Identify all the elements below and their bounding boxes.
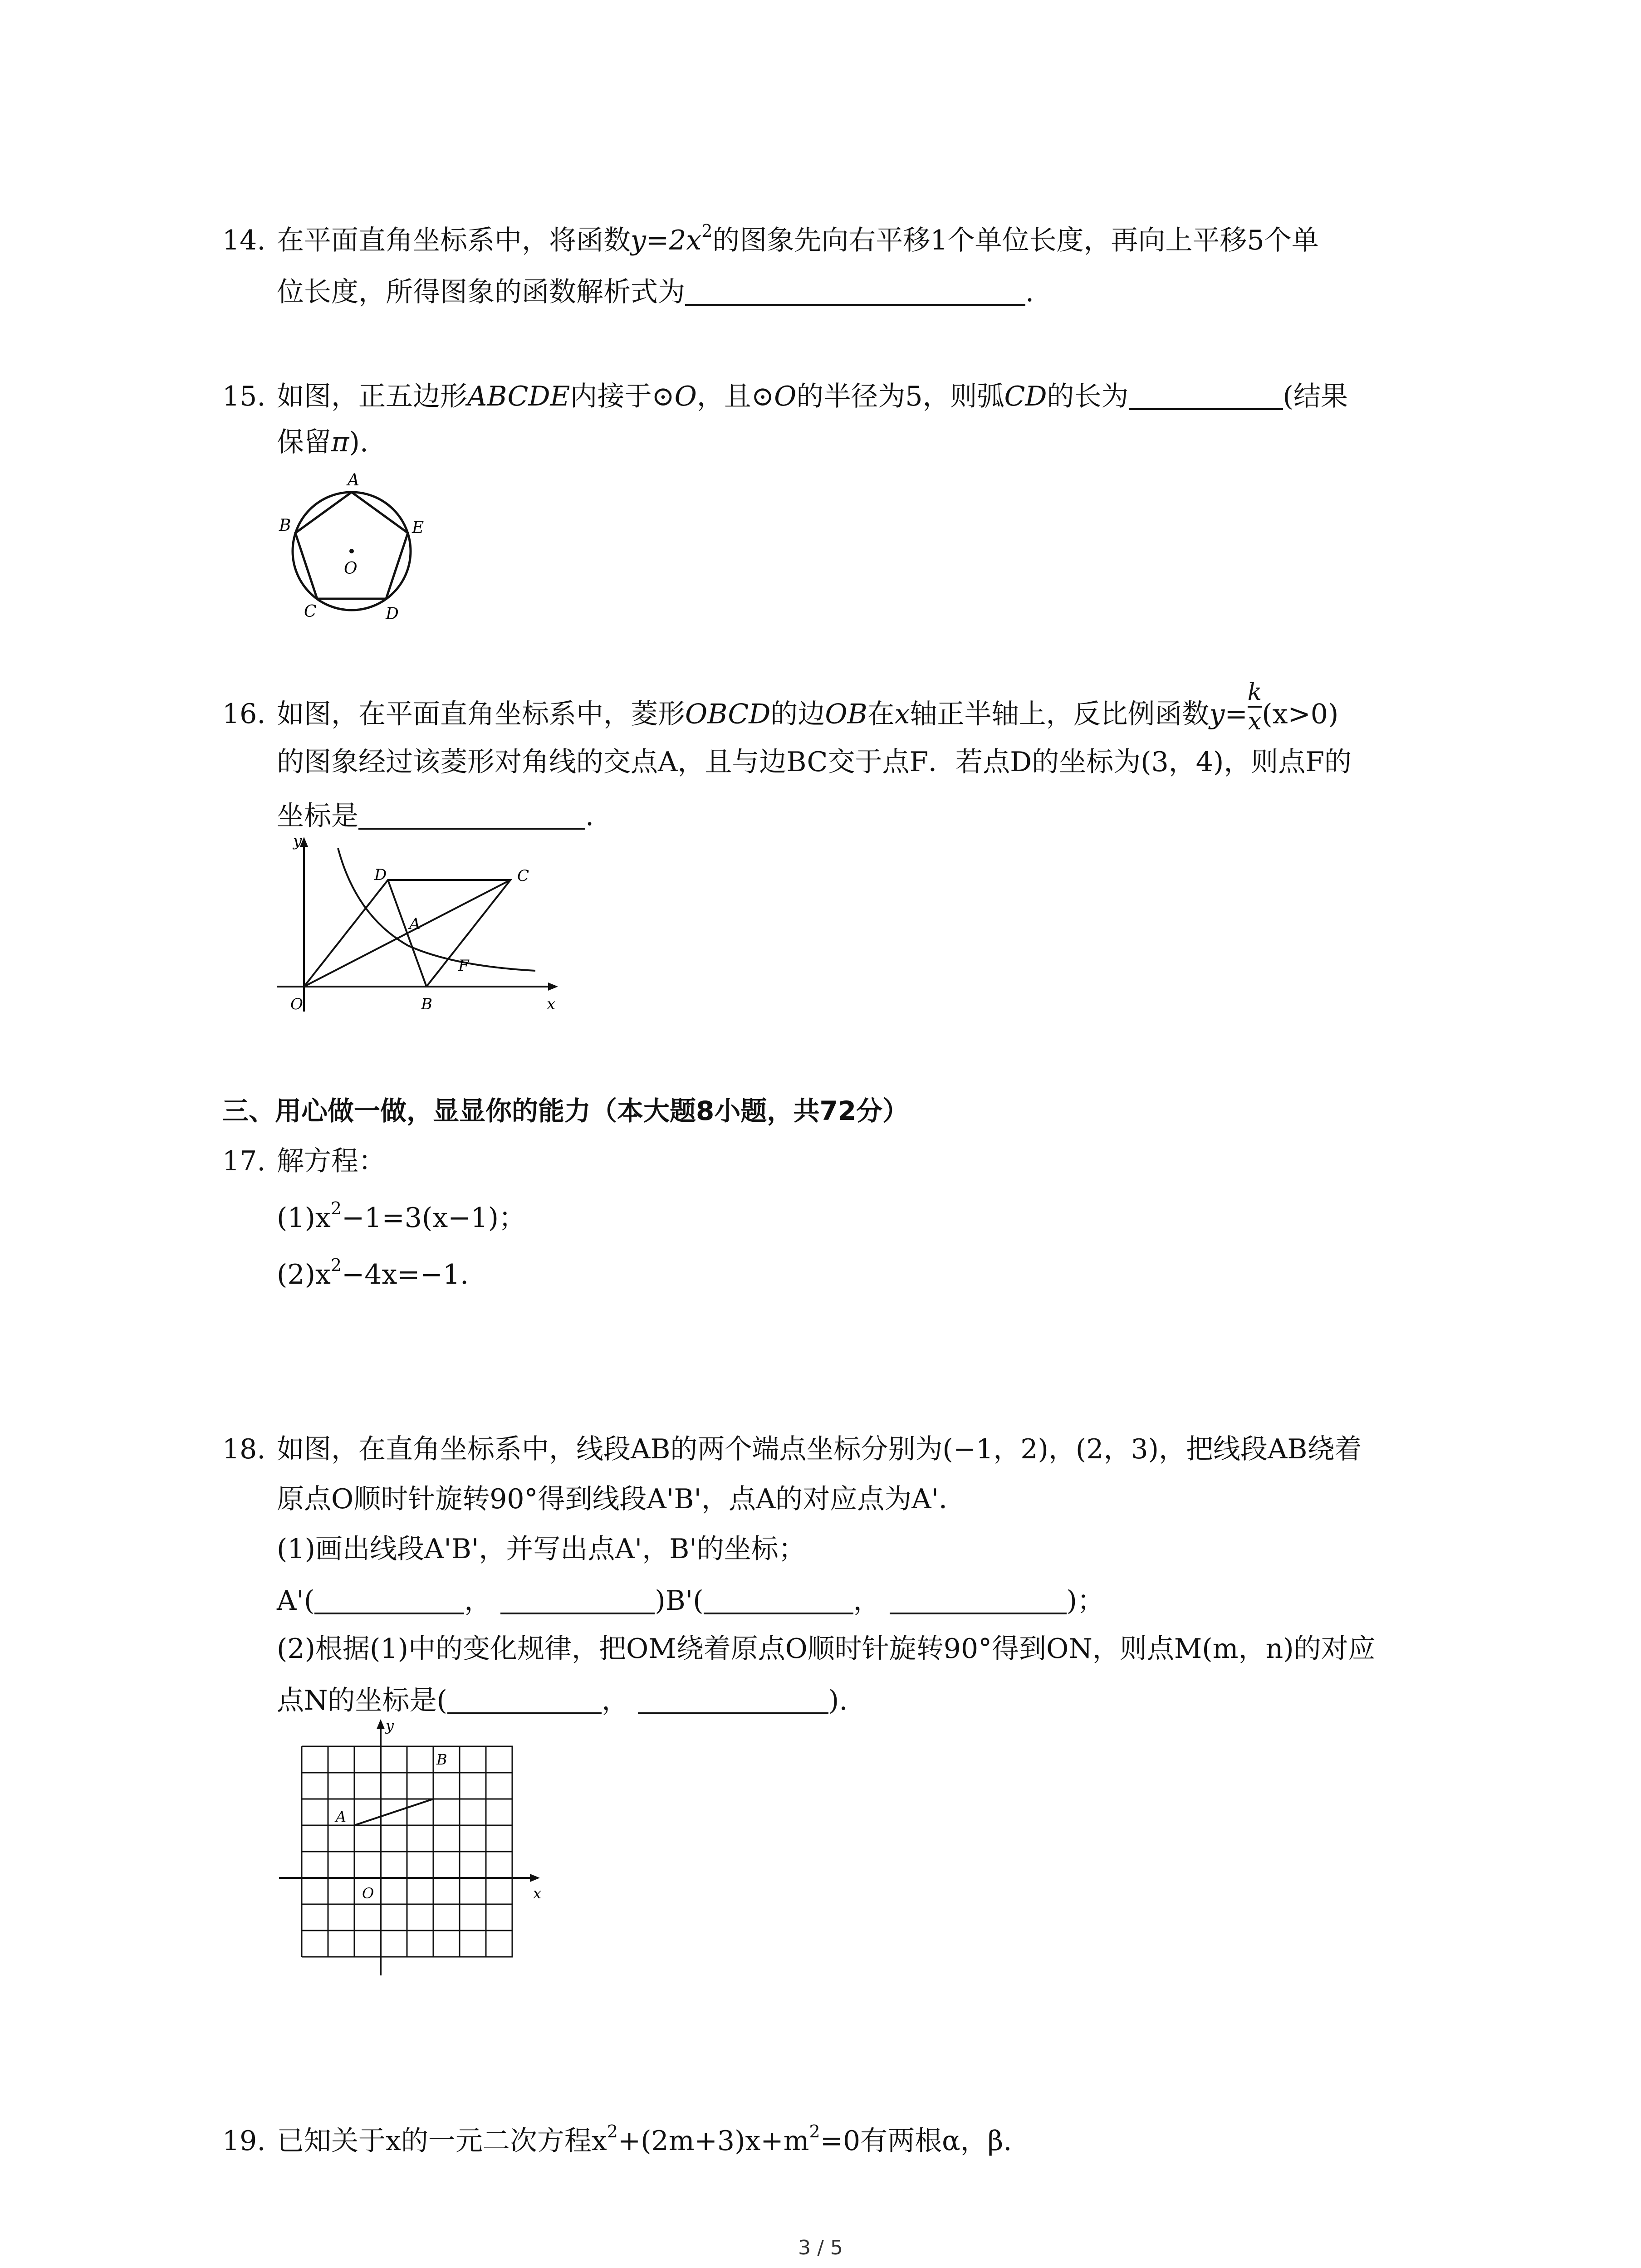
q16-text-c: 在 — [867, 698, 895, 730]
q16-diagonal-BD — [388, 880, 426, 987]
q18-line5-text: (2)根据(1)中的变化规律，把OM绕着原点O顺时针旋转90°得到ON，则点M(m，n)的对应 — [277, 1633, 1376, 1665]
q19-text-a: 已知关于x的一元二次方程x — [277, 2125, 607, 2157]
q17-part2 — [277, 1256, 469, 1288]
q16-line3-text: 坐标是 — [277, 800, 358, 832]
q17-part1 — [277, 1200, 526, 1232]
q17-text: 解方程： — [277, 1145, 386, 1177]
q15-text-a: 如图，正五边形 — [277, 381, 467, 412]
q15-text-f: (结果 — [1283, 381, 1348, 412]
q18-label-x: x — [533, 1885, 542, 1902]
q15-line1 — [222, 381, 1348, 410]
q18-comma2: ， — [853, 1585, 881, 1617]
q18-bx-blank[interactable] — [704, 1585, 853, 1614]
q18-nx-blank[interactable] — [447, 1685, 602, 1714]
q16-label-F: F — [458, 957, 469, 975]
q18-line6 — [277, 1685, 847, 1714]
q18-comma3: ， — [601, 1685, 629, 1716]
q18-number: 18. — [222, 1433, 266, 1465]
q16-side-name: OB — [825, 698, 867, 730]
q15-number: 15. — [222, 381, 266, 412]
q16-frac-x: x — [1248, 706, 1262, 736]
q19-line1 — [222, 2123, 1012, 2155]
q16-label-B: B — [421, 995, 432, 1013]
q18-line2-text: 原点O顺时针旋转90°得到线段A'B'，点A的对应点为A'． — [277, 1483, 966, 1515]
q15-text-d: 的半径为5，则弧 — [796, 381, 1004, 412]
q15-line2b: ). — [349, 426, 368, 458]
q16-label-y: y — [293, 832, 302, 850]
q16-line1 — [222, 679, 1339, 745]
q18-l6-a: 点N的坐标是( — [277, 1685, 447, 1716]
section3-title: 三、用心做一做，显显你的能力（本大题8小题，共72分） — [222, 1095, 909, 1126]
q15-label-C: C — [304, 602, 317, 621]
q17-p2a: (2)x — [277, 1259, 331, 1290]
q16-rhombus-name: OBCD — [685, 698, 771, 730]
q16-text-a: 如图，在平面直角坐标系中，菱形 — [277, 698, 685, 730]
q18-l6-b: ). — [828, 1685, 848, 1716]
q15-pentagon-figure — [277, 463, 467, 621]
q18-line3 — [277, 1535, 806, 1563]
q15-answer-blank[interactable] — [1129, 381, 1283, 410]
q18-line1 — [222, 1433, 1362, 1465]
q18-ay-blank[interactable] — [500, 1585, 655, 1614]
q18-ny-blank[interactable] — [638, 1685, 828, 1714]
q16-rhombus-figure — [272, 830, 563, 1021]
q14-line1 — [222, 222, 1319, 254]
q15-text-c: ，且⊙ — [696, 381, 774, 412]
q14-number: 14. — [222, 225, 266, 256]
q18-label-B: B — [436, 1751, 447, 1768]
q18-line4 — [277, 1585, 1105, 1617]
q14-answer-blank[interactable] — [685, 277, 1025, 306]
q18-l4-b: )B'( — [655, 1585, 704, 1617]
q18-grid — [302, 1746, 513, 1957]
q14-text-a: 在平面直角坐标系中，将函数 — [277, 225, 631, 256]
q19-sup1: 2 — [607, 2121, 618, 2141]
q17-p1-sup: 2 — [330, 1198, 342, 1218]
q16-line2 — [277, 748, 1352, 776]
q16-label-x: x — [547, 995, 556, 1013]
q17-p2b: −4x=−1. — [342, 1259, 469, 1290]
q15-label-E: E — [412, 518, 424, 537]
q15-pi: π — [331, 426, 349, 458]
q17-p1b: −1=3(x−1)； — [342, 1202, 526, 1234]
q18-l4-a: A'( — [277, 1585, 315, 1617]
q16-hyperbola — [338, 848, 535, 971]
q15-label-O: O — [344, 559, 358, 578]
q14-end: . — [1025, 276, 1034, 308]
q16-answer-blank[interactable] — [358, 801, 585, 830]
q15-label-D: D — [386, 605, 399, 621]
q16-text-d: 轴正半轴上，反比例函数 — [910, 698, 1210, 730]
q18-grid-figure — [272, 1715, 554, 1987]
q15-circle-o2: O — [774, 381, 797, 412]
q18-comma1: ， — [464, 1585, 492, 1617]
q18-l4-c: )； — [1066, 1585, 1105, 1617]
q18-label-A: A — [336, 1808, 347, 1825]
q15-label-A: A — [348, 471, 359, 489]
q18-line5 — [277, 1633, 1376, 1665]
q18-label-y: y — [386, 1717, 394, 1734]
q16-x: x — [894, 698, 910, 730]
q18-line2 — [277, 1483, 966, 1515]
q16-fraction — [1248, 678, 1262, 736]
q16-condition: (x>0) — [1262, 698, 1339, 730]
q15-text-b: 内接于⊙ — [570, 381, 675, 412]
q16-label-D: D — [374, 866, 387, 884]
q15-line2a: 保留 — [277, 426, 331, 458]
q18-line1-text: 如图，在直角坐标系中，线段AB的两个端点坐标分别为(−1，2)，(2，3)，把线段AB绕着 — [277, 1433, 1362, 1465]
q14-func: y=2x — [631, 225, 702, 256]
q19-text-b: +(2m+3)x+m — [617, 2125, 809, 2157]
q18-label-O: O — [362, 1885, 374, 1902]
q18-by-blank[interactable] — [890, 1585, 1067, 1614]
q16-y-eq: y= — [1209, 698, 1248, 730]
page-number: 3 / 5 — [798, 2236, 843, 2259]
q19-text-c: =0有两根α，β. — [820, 2125, 1012, 2157]
q18-segment-AB — [354, 1799, 433, 1825]
q17-p1a: (1)x — [277, 1202, 331, 1234]
q17-p2-sup: 2 — [330, 1255, 342, 1275]
q16-label-C: C — [517, 867, 529, 885]
q16-number: 16. — [222, 698, 266, 730]
q17-line1 — [222, 1145, 386, 1177]
q15-center-dot — [349, 549, 354, 553]
q14-line2-text: 位长度，所得图象的函数解析式为 — [277, 276, 685, 308]
q16-x-arrow — [548, 982, 558, 991]
q18-line3-text: (1)画出线段A'B'，并写出点A'，B'的坐标； — [277, 1533, 806, 1565]
q16-label-A: A — [409, 915, 421, 933]
q16-frac-k: k — [1247, 679, 1262, 706]
q16-line3 — [277, 801, 594, 830]
q14-text-b: 的图象先向右平移1个单位长度，再向上平移5个单 — [712, 225, 1319, 256]
q16-line2-text: 的图象经过该菱形对角线的交点A，且与边BC交于点F．若点D的坐标为(3，4)，则点F的 — [277, 746, 1352, 778]
q14-func-sup: 2 — [701, 221, 713, 241]
q16-label-O: O — [290, 995, 303, 1013]
q15-label-B: B — [279, 516, 291, 535]
q18-x-arrow — [530, 1874, 540, 1882]
q14-line2 — [277, 277, 1034, 306]
q15-arc-name: CD — [1004, 381, 1047, 412]
q19-number: 19. — [222, 2125, 266, 2157]
q15-circle-o1: O — [674, 381, 697, 412]
q19-sup2: 2 — [809, 2121, 820, 2141]
q15-line2 — [277, 426, 368, 458]
q18-y-arrow — [377, 1719, 385, 1729]
q15-text-e: 的长为 — [1047, 381, 1129, 412]
q16-text-b: 的边 — [770, 698, 825, 730]
q17-number: 17. — [222, 1145, 266, 1177]
q15-polygon-name: ABCDE — [467, 381, 570, 412]
q18-ax-blank[interactable] — [314, 1585, 464, 1614]
q16-end: . — [585, 800, 594, 832]
